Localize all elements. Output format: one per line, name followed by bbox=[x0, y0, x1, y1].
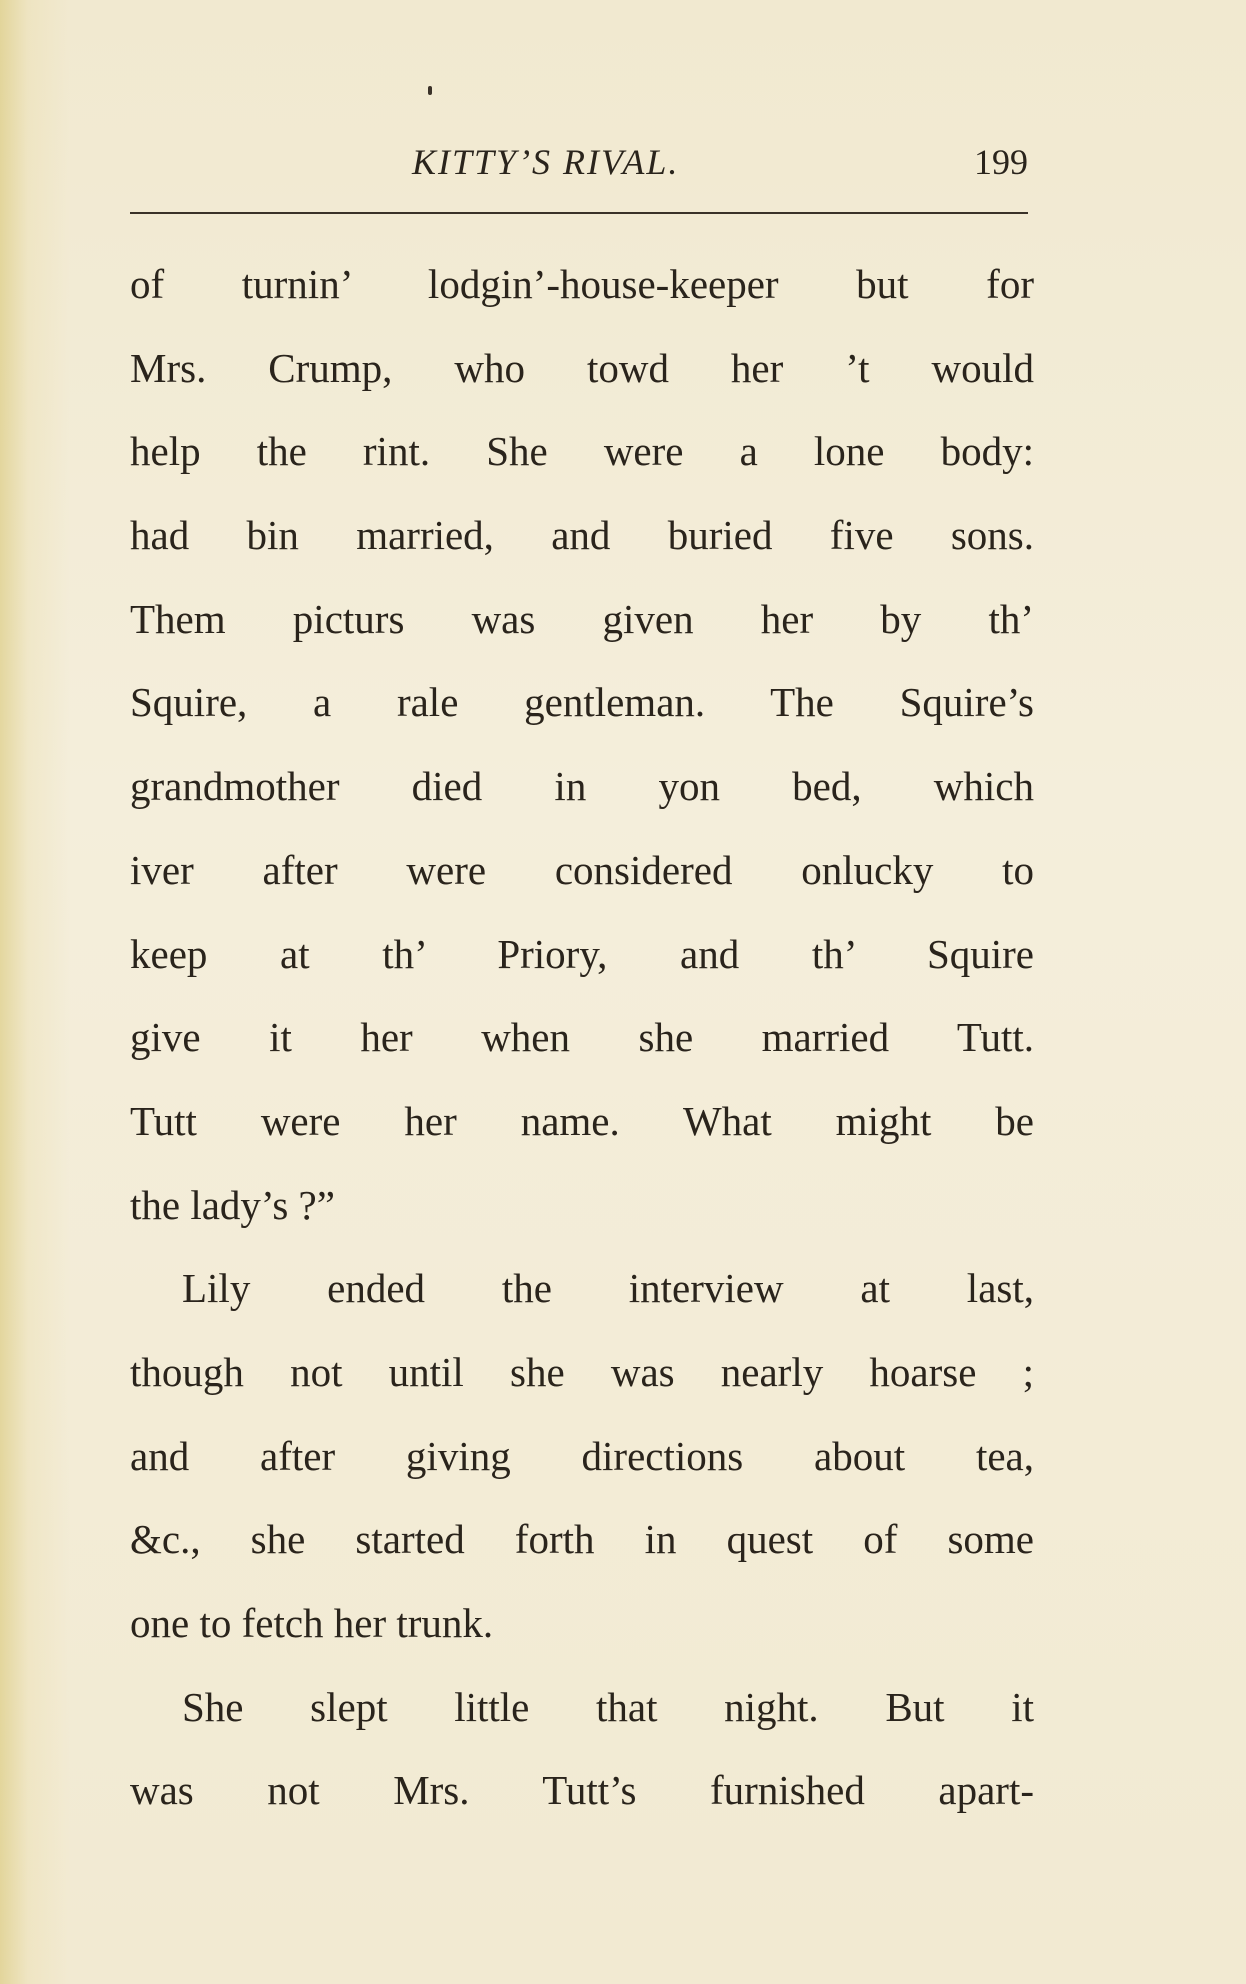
text-line: Them picturs was given her by th’ bbox=[130, 595, 1034, 642]
text-line: give it her when she married Tutt. bbox=[130, 1014, 1034, 1061]
body-text bbox=[130, 243, 1034, 1833]
text-line: and after giving directions about tea, bbox=[130, 1432, 1034, 1479]
text-line: She slept little that night. But it bbox=[182, 1683, 1034, 1730]
text-line: Tutt were her name. What might be bbox=[130, 1097, 1034, 1144]
text-line: was not Mrs. Tutt’s furnished apart- bbox=[130, 1767, 1034, 1814]
text-line: Squire, a rale gentleman. The Squire’s bbox=[130, 679, 1034, 726]
page-number: 199 bbox=[974, 142, 1028, 182]
text-line: had bin married, and buried five sons. bbox=[130, 512, 1034, 559]
text-line: the lady’s ?” bbox=[130, 1181, 335, 1228]
text-line: help the rint. She were a lone body: bbox=[130, 428, 1034, 475]
text-line: one to fetch her trunk. bbox=[130, 1600, 494, 1646]
running-head bbox=[0, 140, 1246, 190]
ink-speck bbox=[428, 86, 432, 95]
text-line: grandmother died in yon bed, which bbox=[130, 763, 1034, 810]
text-line: iver after were considered onlucky to bbox=[130, 846, 1034, 893]
running-title: KITTY’S RIVAL. bbox=[412, 142, 680, 182]
text-line: keep at th’ Priory, and th’ Squire bbox=[130, 930, 1034, 977]
text-line: &c., she started forth in quest of some bbox=[130, 1516, 1034, 1563]
text-line: Lily ended the interview at last, bbox=[182, 1265, 1034, 1312]
text-line: of turnin’ lodgin’-house-keeper but for bbox=[130, 261, 1034, 307]
header-rule bbox=[130, 212, 1028, 214]
text-line: though not until she was nearly hoarse ; bbox=[130, 1348, 1034, 1395]
text-line: Mrs. Crump, who towd her ’t would bbox=[130, 344, 1034, 391]
